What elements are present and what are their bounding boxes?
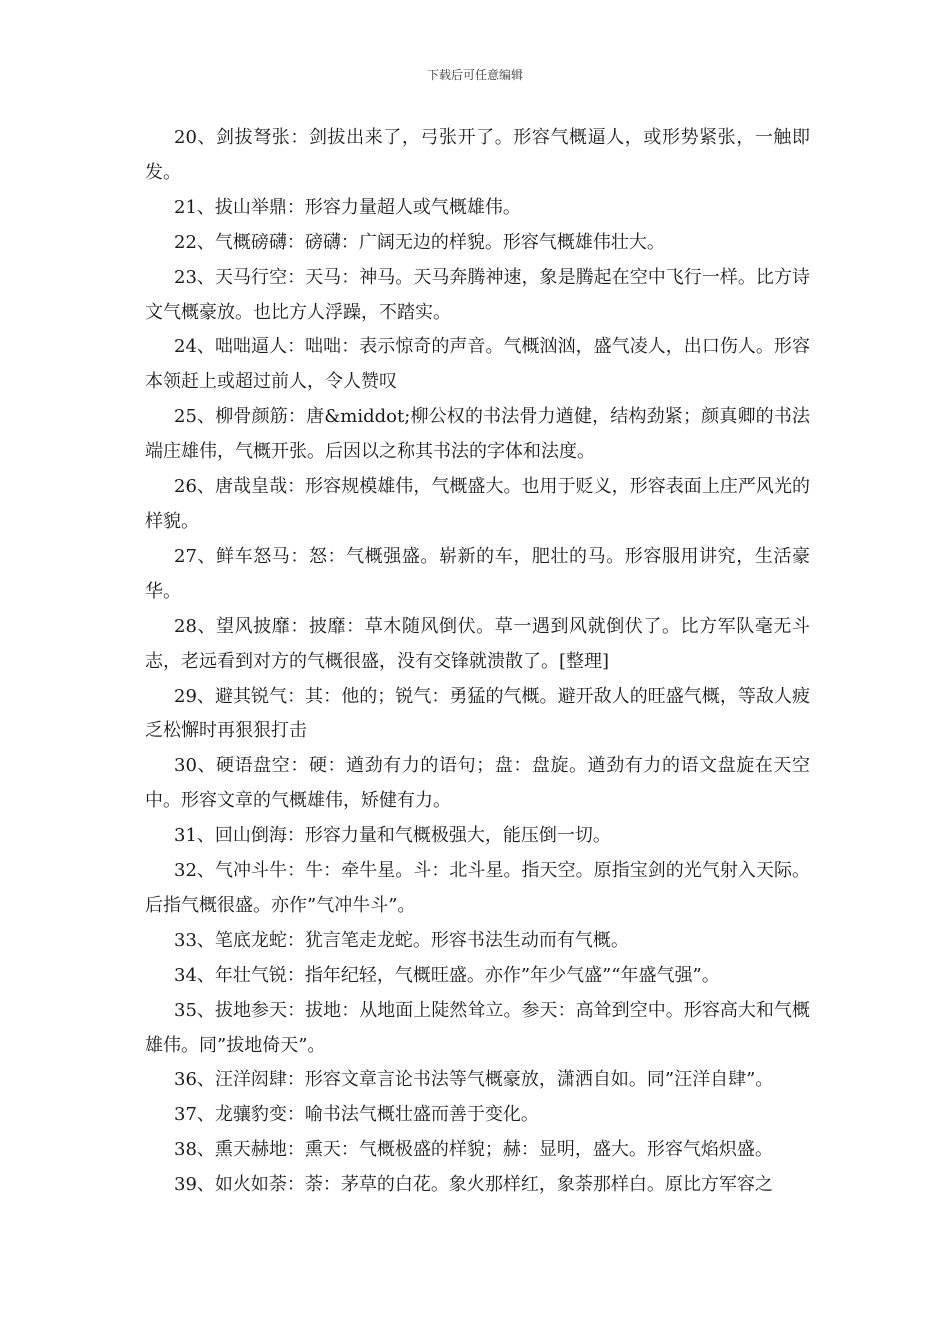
entry-27: 27、鲜车怒马：怒：气概强盛。崭新的车，肥壮的马。形容服用讲究，生活豪华。 (145, 545, 810, 602)
entry-37: 37、龙骧豹变：喻书法气概壮盛而善于变化。 (174, 1104, 539, 1126)
entry-26: 26、唐哉皇哉：形容规模雄伟，气概盛大。也用于贬义，形容表面上庄严风光的样貌。 (145, 476, 810, 532)
entry-22: 22、气概磅礴：磅礴：广阔无边的样貌。形容气概雄伟壮大。 (174, 231, 665, 253)
document-body (145, 121, 810, 1203)
entry-25: 25、柳骨颜筋：唐&middot;柳公权的书法骨力遒健，结构劲紧；颜真卿的书法端庄雄伟，气概开张。后因以之称其书法的字体和法度。 (145, 406, 810, 463)
entry-31: 31、回山倒海：形容力量和气概极强大，能压倒一切。 (174, 825, 611, 847)
entry-39: 39、如火如荼：荼：茅草的白花。象火那样红，象荼那样白。原比方军容之 (174, 1174, 773, 1196)
entry-35: 35、拔地参天：拔地：从地面上陡然耸立。参天：高耸到空中。形容高大和气概雄伟。同”拔地倚天”。 (145, 999, 810, 1056)
entry-21: 21、拔山举鼎：形容力量超人或气概雄伟。 (174, 196, 521, 218)
entry-20: 20、剑拔弩张：剑拔出来了，弓张开了。形容气概逼人，或形势紧张，一触即发。 (145, 127, 810, 183)
entry-28: 28、望风披靡：披靡：草木随风倒伏。草一遇到风就倒伏了。比方军队毫无斗志，老远看到对方的气概很盛，没有交锋就溃散了。[整理] (145, 615, 810, 672)
entry-38: 38、熏天赫地：熏天：气概极盛的样貌；赫：显明，盛大。形容气焰炽盛。 (174, 1139, 773, 1161)
entry-24: 24、咄咄逼人：咄咄：表示惊奇的声音。气概汹汹，盛气凌人，出口伤人。形容本领赶上或超过前人，令人赞叹 (145, 336, 810, 393)
entry-32: 32、气冲斗牛：牛：牵牛星。斗：北斗星。指天空。原指宝剑的光气射入天际。后指气概很盛。亦作”气冲牛斗”。 (145, 860, 810, 916)
page-header: 下载后可任意编辑 (426, 68, 523, 82)
entry-36: 36、汪洋闳肆：形容文章言论书法等气概豪放，潇洒自如。同”汪洋自肆”。 (174, 1069, 774, 1091)
entry-23: 23、天马行空：天马：神马。天马奔腾神速，象是腾起在空中飞行一样。比方诗文气概豪放。也比方人浮躁，不踏实。 (145, 266, 810, 323)
entry-30: 30、硬语盘空：硬：遒劲有力的语句；盘：盘旋。遒劲有力的语文盘旋在天空中。形容文章的气概雄伟，矫健有力。 (145, 755, 810, 812)
entry-29: 29、避其锐气：其：他的；锐气：勇猛的气概。避开敌人的旺盛气概，等敌人疲乏松懈时再狠狠打击 (145, 685, 810, 742)
entry-34: 34、年壮气锐：指年纪轻，气概旺盛。亦作”年少气盛”“年盛气强”。 (174, 964, 720, 986)
entry-33: 33、笔底龙蛇：犹言笔走龙蛇。形容书法生动而有气概。 (174, 929, 629, 951)
